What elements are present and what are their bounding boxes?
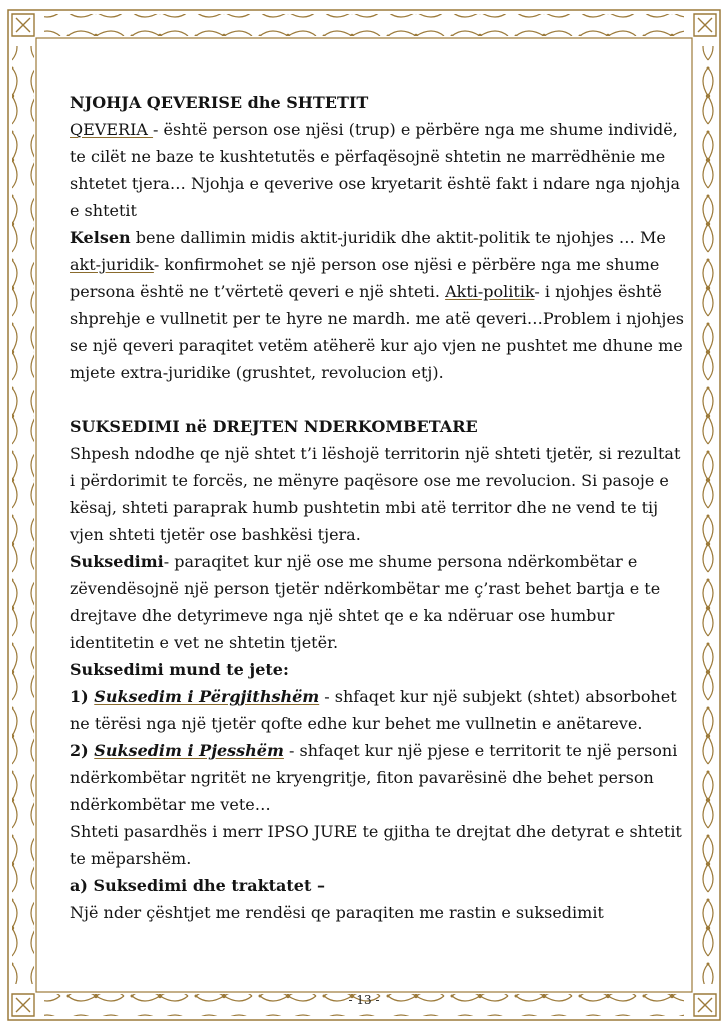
paragraph-text: - konfirmohet se një person ose njësi e përbëre nga me shume persona është ne t’vërtetë qeveri e një shteti. — [70, 255, 660, 301]
term-akti-politik: Akti-politik — [445, 282, 535, 301]
page-number: - 13 - — [348, 993, 380, 1007]
paragraph-text: - është person ose njësi (trup) e përbëre nga me shume individë, te cilët ne baze te kushtetutës e përfaqësojnë shtetin ne marrëdhënie me shtetet tjera… Njohja e qeverive ose kryetarit është fakt i ndare nga njohja e shtetit — [70, 120, 681, 220]
subheading: Suksedimi mund te jete: — [70, 660, 289, 679]
term-suksedimi: Suksedimi — [70, 552, 164, 571]
paragraph-traktatet: Një nder çështjet me rendësi qe paraqiten me rastin e suksedimit — [70, 903, 604, 922]
list-item — [70, 683, 690, 737]
term-qeveria: QEVERIA — [70, 120, 154, 139]
subheading: a) Suksedimi dhe traktatet – — [70, 876, 325, 895]
name-kelsen: Kelsen — [70, 228, 131, 247]
item-text: - shfaqet kur një pjese e territorit te një personi ndërkombëtar ngritët ne kryengritje, fiton pavarësinë dhe behet person ndërkombëtar me vete… — [70, 741, 678, 814]
paragraph-text: - paraqitet kur një ose me shume persona ndërkombëtar e zëvendësojnë një person tjetër ndërkombëtar me ç’rast behet bartja e te drejtave dhe detyrimeve nga një shtet qe e ka ndëruar ose humbur identitetin e vet ne shtetin tjetër. — [70, 552, 661, 652]
item-number: 2) — [70, 741, 95, 760]
list-item — [70, 737, 690, 818]
item-number: 1) — [70, 687, 95, 706]
section-heading: NJOHJA QEVERISE dhe SHTETIT — [70, 93, 369, 112]
paragraph-kelsen — [70, 224, 690, 386]
paragraph-suksedimi — [70, 548, 690, 656]
paragraph-text: bene dallimin midis aktit-juridik dhe aktit-politik te njohjes … Me — [130, 228, 666, 247]
term-suksedim-pergjithshem: Suksedim i Përgjithshëm — [94, 687, 320, 706]
item-text: - shfaqet kur një subjekt (shtet) absorbohet ne tërësi nga një tjetër qofte edhe kur behet me vullnetin e anëtareve. — [70, 687, 677, 733]
document-body — [70, 89, 690, 926]
paragraph-intro: Shpesh ndodhe qe një shtet t’i lëshojë territorin një shteti tjetër, si rezultat i përdorimit te forcës, ne mënyre paqësore ose me revolucion. Si pasoje e kësaj, shteti paraprak humb pushtetin mbi atë territor dhe ne vend te tij vjen shteti tjetër ose bashkësi tjera. — [70, 444, 681, 544]
term-suksedim-pjesshem: Suksedim i Pjesshëm — [94, 741, 284, 760]
section-heading: SUKSEDIMI në DREJTEN NDERKOMBETARE — [70, 417, 478, 436]
paragraph-text: - i njohjes është shprehje e vullnetit per te hyre ne mardh. me atë qeveri…Problem i njohjes se një qeveri paraqitet vetëm atëherë kur ajo vjen ne pushtet me dhune me mjete extra-juridike (grushtet, revolucion etj). — [70, 282, 684, 382]
term-akt-juridik: akt-juridik — [70, 255, 154, 274]
paragraph-ipso-jure: Shteti pasardhës i merr IPSO JURE te gjitha te drejtat dhe detyrat e shtetit te mëparshëm. — [70, 822, 682, 868]
paragraph-qeveria — [70, 116, 690, 224]
